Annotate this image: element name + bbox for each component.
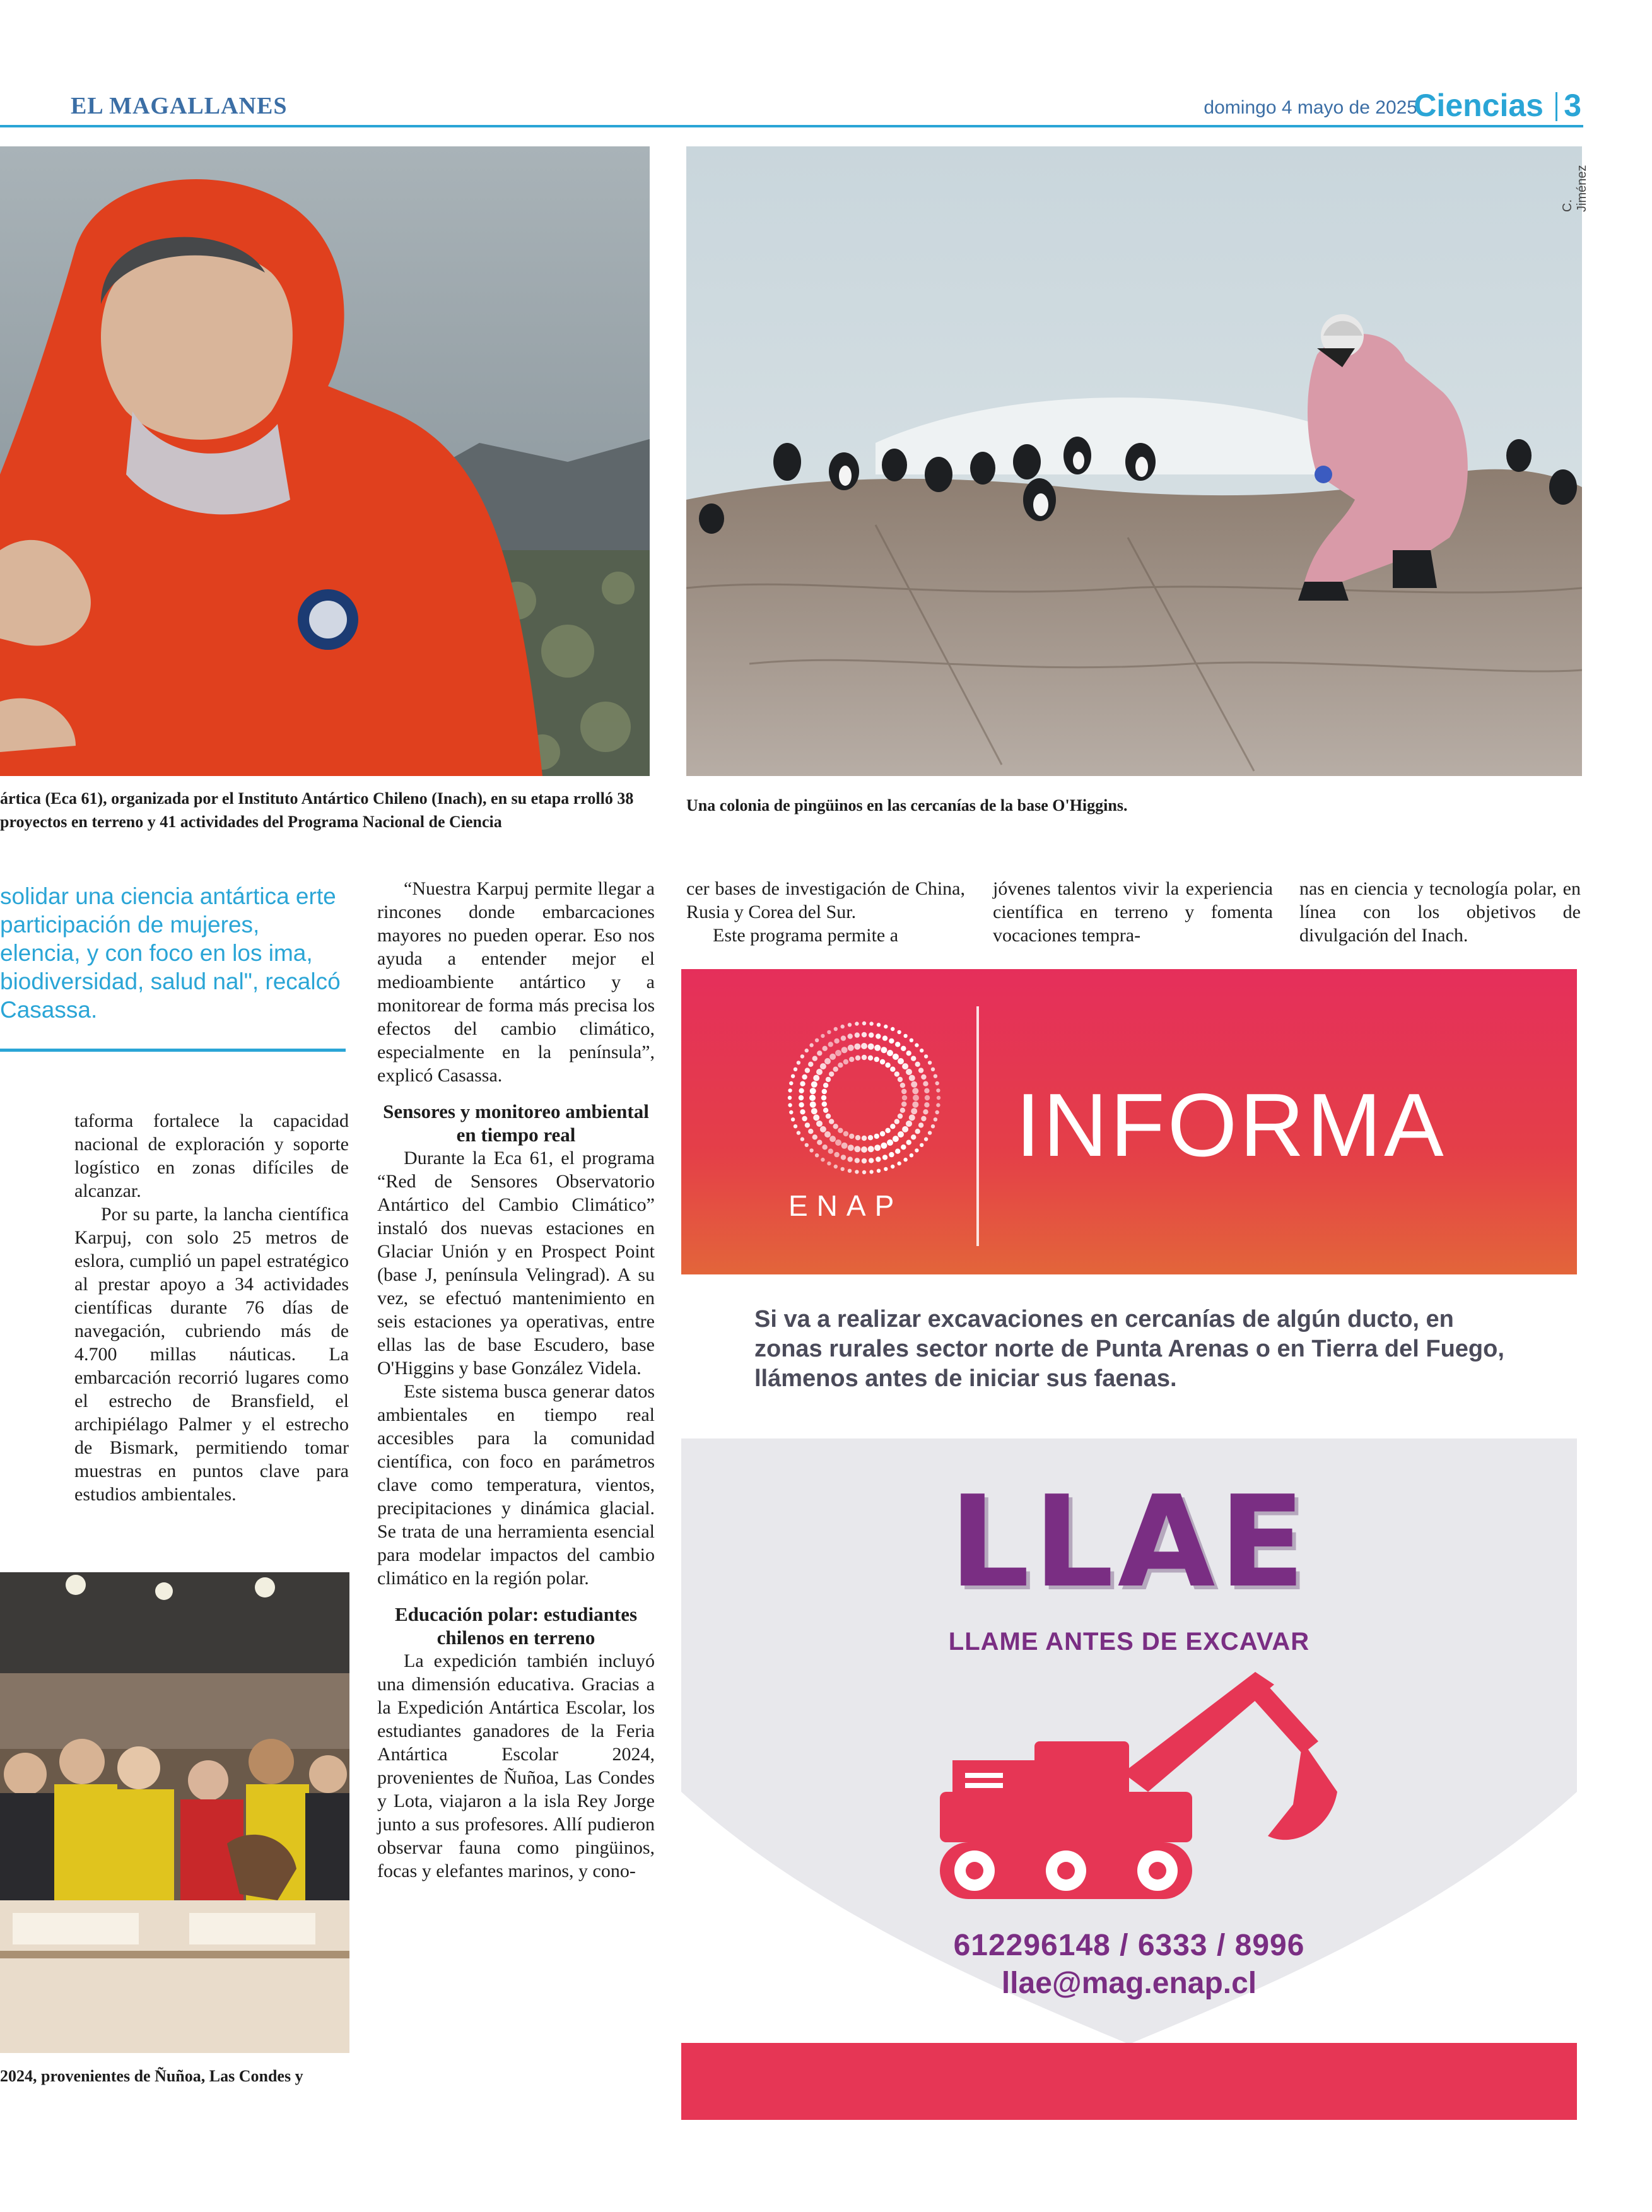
enap-logo-dot [822,1089,827,1094]
enap-logo-dot [799,1088,804,1093]
enap-logo-dot [894,1119,899,1124]
enap-logo-dot [898,1058,904,1064]
enap-logo-dot [824,1058,831,1064]
photo-penguin-colony [686,146,1582,776]
enap-logo-dot [791,1117,795,1121]
enap-logo-dot [868,1135,873,1140]
enap-logo-dot [855,1032,860,1037]
enap-logo-dot [811,1108,817,1114]
enap-logo-dot [826,1114,831,1119]
enap-logo-dot [799,1095,804,1100]
enap-logo-dot [841,1047,848,1053]
paragraph: Durante la Eca 61, el programa “Red de Sensores Observatorio Antártico del Cambio Climático” instaló dos nuevas estaciones en Glaciar Unión y en Prospect Point (base J, península Velingrad). A su vez, se efectuó mantenimiento en seis estaciones ya operativas, entre ellas las de base Escudero, base O'Higgins y base González Videla. [377,1148,655,1379]
enap-logo-dot [848,1033,853,1038]
enap-logo-dot [868,1146,874,1152]
enap-logo-dot [809,1148,813,1152]
enap-logo-dot [800,1054,804,1058]
enap-logo-dot [817,1140,822,1145]
enap-logo-dot [791,1074,795,1078]
enap-logo-dot [889,1038,894,1044]
enap-logo-dot [887,1139,893,1146]
enap-logo-dot [808,1062,813,1067]
enap-logo-dot [894,1071,899,1076]
enap-logo-dot [910,1038,913,1042]
photo-researcher-red-jacket [0,146,659,776]
enap-logo-dot [834,1027,838,1031]
enap-logo-dot [874,1045,881,1051]
enap-logo-dot [788,1088,792,1092]
llae-phone-numbers: 612296148 / 6333 / 8996 [953,1929,1305,1962]
enap-logo-dot [828,1042,833,1047]
enap-logo-dot [928,1131,932,1134]
enap-logo-dot [909,1075,915,1081]
enap-logo-dot [928,1061,932,1064]
enap-logo-dot [869,1021,873,1025]
enap-logo-dot [921,1074,926,1080]
enap-logo-dot [909,1114,915,1121]
enap-logo-dot [890,1124,895,1129]
section-name: Ciencias [1414,88,1544,123]
enap-logo-dot [821,1158,824,1162]
enap-logo-dot [829,1054,836,1060]
enap-logo-dot [797,1131,800,1134]
enap-logo-dot [876,1033,881,1038]
enap-logo-dot [915,1062,920,1067]
enap-logo-dot [813,1075,819,1081]
enap-logo-dot [911,1081,917,1088]
enap-logo-dot [874,1134,879,1139]
enap-logo-dot [936,1103,940,1107]
pull-quote-rule [0,1049,346,1052]
enap-logo-dot [877,1169,881,1173]
enap-logo-dot [893,1136,899,1142]
enap-logo-dot [890,1067,895,1072]
enap-logo-dot [891,1165,894,1168]
ad-divider [976,1006,979,1246]
enap-logo-dot [915,1148,918,1152]
ad-bottom-band [681,2043,1577,2120]
enap-logo-dot [849,1057,854,1062]
enap-logo-dot [827,1030,831,1034]
enap-logo-dot [906,1140,911,1145]
llae-tagline: LLAME ANTES DE EXCAVAR [948,1628,1310,1656]
article-column-c [686,877,965,947]
enap-logo-dot [882,1155,888,1160]
enap-logo-dot [812,1056,817,1061]
enap-logo-dot [897,1162,901,1165]
ad-brand: ENAP [788,1189,903,1222]
enap-logo-dot [843,1059,848,1064]
enap-logo-dot [833,1067,838,1072]
enap-logo-dot [862,1055,867,1060]
enap-logo-dot [887,1050,893,1056]
paragraph: taforma fortalece la capacidad nacional de exploración y soporte logístico en zonas difíciles de alcanzar. [74,1110,349,1201]
enap-logo-dot [902,1063,908,1069]
enap-logo-dot [862,1158,867,1163]
enap-logo-dot [809,1043,813,1047]
enap-logo-dot [884,1025,888,1028]
enap-logo-dot [799,1102,804,1107]
enap-logo-dot [805,1049,809,1052]
enap-logo-dot [936,1088,940,1092]
enap-logo-dot [800,1137,804,1141]
enap-logo-dot [902,1095,907,1100]
enap-logo-dot [809,1095,816,1101]
paragraph: nas en ciencia y tecnología polar, en línea con los objetivos de divulgación del Inach. [1299,878,1581,946]
enap-logo-dot [869,1032,874,1037]
enap-logo-dot [862,1136,867,1141]
enap-logo-dot [823,1083,828,1088]
pull-quote: solidar una ciencia antártica erte participación de mujeres, elencia, y con foco en los ima, biodiversidad, salud nal", recalcó Casassa. [0,883,341,1023]
enap-logo-dot [854,1146,860,1152]
enap-logo-dot [918,1122,923,1127]
enap-logo-dot [910,1153,913,1157]
enap-logo-dot [906,1050,911,1056]
enap-logo-dot [921,1116,926,1121]
enap-logo-dot [794,1068,797,1071]
paragraph: La expedición también incluyó una dimensión educativa. Gracias a la Expedición Antártica Escolar, los estudiantes ganadores de la Feria Antártica Escolar 2024, provenientes de Ñuñoa, Las Condes y Lota, viajaron a la isla Rey Jorge junto a sus profesores. Allí pudieron observar fauna como pingüinos, focas y elefantes marinos, y cono- [377,1650,655,1881]
enap-logo-dot [900,1083,905,1088]
ad-headline: INFORMA [1016,1075,1446,1175]
enap-logo-dot [901,1046,906,1051]
enap-logo-dot [911,1108,917,1114]
enap-logo-dot [820,1126,826,1132]
enap-logo-dot [912,1088,918,1094]
paragraph: jóvenes talentos vivir la experiencia científica en terreno y fomenta vocaciones tempra- [993,878,1273,946]
enap-logo-dot [897,1030,901,1034]
paragraph: Este sistema busca generar datos ambientales en tiempo real accesibles para la comunidad científica, con foco en parámetros clave como temperatura, vientos, precipitaciones y dinámica glacial. Se trata de una herramienta esencial para modelar impactos del cambio climático en la región polar. [377,1381,655,1589]
enap-logo-dot [924,1088,929,1093]
enap-logo-dot [812,1134,817,1139]
enap-logo-dot [906,1121,912,1127]
enap-logo-dot [931,1068,935,1071]
enap-logo-dot [893,1054,899,1060]
enap-logo-dot [915,1129,920,1134]
enap-logo-dot [903,1034,907,1038]
paragraph: Por su parte, la lancha científica Karpuj, con solo 25 metros de eslora, cumplió un papel estratégico al prestar apoyo a 34 actividades científicas durante 76 días de navegación, cubriendo más de 4.700 millas náuticas. La embarcación recorrió lugares como el estrecho de Bransfield, el archipiélago Palmer y el estrecho de Bismark, permitiendo tomar muestras en puntos clave para estudios ambientales. [74,1204,349,1505]
enap-logo-dot [918,1068,923,1073]
enap-logo-dot [848,1045,854,1051]
header-rule [0,125,1583,127]
enap-logo-dot [820,1063,826,1069]
enap-logo-dot [895,1149,900,1154]
enap-logo-dot [920,1143,923,1147]
enap-logo-dot [935,1081,939,1085]
enap-logo-dot [901,1144,906,1150]
enap-logo-dot [834,1165,838,1168]
enap-logo-dot [881,1047,887,1053]
article-column-d [993,877,1273,947]
enap-logo-dot [841,1167,845,1171]
enap-logo-dot [828,1149,833,1154]
caption-bottom-left: 2024, provenientes de Ñuñoa, Las Condes y [0,2067,303,2085]
enap-logo-dot [880,1131,885,1136]
enap-logo-dot [849,1134,854,1139]
enap-logo-dot [889,1152,894,1157]
enap-logo-dot [920,1049,923,1052]
enap-logo-dot [924,1137,928,1141]
enap-logo-dot [788,1096,792,1100]
enap-logo-dot [862,1170,866,1174]
enap-logo-dot [835,1050,841,1056]
enap-logo-dot [811,1081,817,1088]
enap-logo-dot [823,1108,828,1113]
enap-logo-dot [805,1122,810,1127]
enap-logo-dot [816,1069,823,1075]
enap-logo-dot [826,1077,831,1082]
enap-logo-dot [885,1128,890,1133]
enap-logo-dot [882,1035,888,1040]
enap-logo-dot [868,1056,873,1061]
enap-logo-dot [834,1152,839,1157]
enap-logo-dot [841,1035,846,1040]
enap-logo-dot [876,1156,881,1162]
enap-logo-dot [900,1108,905,1113]
enap-logo-dot [913,1095,919,1101]
enap-logo-dot [805,1068,810,1073]
enap-logo-dot [824,1131,831,1138]
enap-logo-dot [861,1043,867,1049]
caption-top-left: ártica (Eca 61), organizada por el Instituto Antártico Chileno (Inach), en su etapa rrolló 38 proyectos en terreno y 41 actividades del Programa Nacional de Ciencia [0,789,634,831]
enap-logo-icon [782,1016,946,1180]
enap-logo-dot [902,1126,908,1132]
enap-logo-dot [923,1081,928,1086]
enap-logo-dot [797,1061,800,1064]
enap-logo-dot [800,1109,805,1114]
enap-logo-dot [841,1143,848,1149]
enap-logo-dot [827,1162,831,1165]
enap-logo-dot [848,1156,853,1162]
enap-logo-dot [802,1116,807,1121]
enap-logo-dot [855,1170,858,1174]
enap-logo-dot [813,1114,819,1121]
enap-logo-dot [815,1038,819,1042]
enap-logo-dot [935,1110,939,1114]
enap-logo-dot [895,1042,900,1047]
issue-date: domingo 4 mayo de 2025 [1204,97,1417,118]
enap-logo-dot [901,1102,906,1107]
enap-logo-dot [838,1062,843,1068]
enap-logo-dot [855,1056,860,1061]
enap-logo-dot [862,1021,866,1025]
page-number: 3 [1564,88,1581,123]
enap-logo-dot [855,1135,860,1140]
enap-logo-dot [789,1110,793,1114]
enap-logo-dot [794,1124,797,1128]
enap-logo-dot [805,1143,809,1147]
enap-logo-dot [898,1077,903,1082]
enap-logo-dot [815,1153,819,1157]
enap-logo-dot [874,1057,879,1062]
enap-logo-dot [823,1046,828,1051]
subheading-educacion: Educación polar: estudiantes chilenos en terreno [394,1603,638,1649]
enap-logo-dot [822,1102,827,1107]
llae-logo: LLAE [949,1469,1309,1616]
enap-logo-dot [829,1071,834,1076]
enap-logo-dot [817,1050,822,1056]
masthead: EL MAGALLANES [71,93,288,119]
enap-logo-dot [848,1144,854,1151]
enap-logo-dot [898,1131,904,1138]
enap-logo-dot [891,1027,894,1031]
enap-logo-dot [802,1074,807,1080]
enap-logo-dot [911,1056,916,1061]
enap-logo-dot [848,1023,852,1027]
enap-logo-dot [800,1081,805,1086]
enap-logo-dot [923,1109,928,1114]
enap-logo-dot [855,1021,858,1025]
enap-logo-dot [924,1102,929,1107]
enap-logo-dot [816,1121,823,1127]
enap-logo-dot [868,1044,874,1050]
enap-logo-dot [877,1023,881,1027]
enap-logo-dot [838,1128,843,1133]
enap-logo-dot [924,1054,928,1058]
enap-logo-dot [880,1059,885,1064]
enap-logo-dot [833,1124,838,1129]
enap-logo-dot [835,1139,841,1146]
enap-logo-dot [934,1117,937,1121]
header-separator [1555,92,1557,121]
enap-logo-dot [821,1034,824,1038]
enap-logo-dot [931,1124,935,1128]
enap-logo-dot [869,1158,874,1163]
llae-email: llae@mag.enap.cl [1001,1967,1257,2000]
enap-logo-dot [823,1144,828,1150]
subheading-sensores: Sensores y monitoreo ambiental en tiempo real [383,1100,649,1146]
article-column-a [74,1109,349,1506]
enap-logo-dot [934,1074,937,1078]
enap-logo-dot [854,1044,860,1050]
enap-logo-dot [808,1129,813,1134]
enap-logo-dot [810,1102,816,1108]
paragraph: cer bases de investigación de China, Rusia y Corea del Sur. [686,878,965,922]
enap-logo-dot [843,1131,848,1136]
enap-logo-dot [874,1144,881,1151]
paragraph: Este programa permite a [713,925,899,946]
enap-logo-dot [903,1158,907,1162]
enap-logo-dot [906,1069,912,1075]
enap-logo-dot [898,1114,903,1119]
article-column-e [1299,877,1581,947]
enap-logo-dot [862,1032,867,1037]
enap-logo-dot [885,1062,890,1068]
excavator-icon [940,1666,1337,1905]
enap-logo-dot [789,1081,793,1085]
enap-logo-dot [841,1155,846,1160]
enap-logo-dot [788,1103,792,1107]
enap-logo-dot [810,1088,816,1094]
enap-logo-dot [821,1095,826,1100]
article-column-b [377,877,655,1883]
enap-logo-dot [829,1119,834,1124]
photo-credit: C. Jiménez [1561,165,1589,212]
caption-top-right: Una colonia de pingüinos en las cercanías de la base O'Higgins. [686,796,1128,815]
enap-logo-dot [855,1158,860,1163]
enap-logo-dot [925,1095,930,1100]
enap-logo-dot [912,1102,918,1108]
enap-logo-dot [884,1167,888,1171]
paragraph: “Nuestra Karpuj permite llegar a rincones donde embarcaciones mayores no pueden operar. Eso nos ayuda a entender mejor el medioambiente antártico y a monitorear de forma más precisa los efectos del cambio climático, especialmente en la península”, explicó Casassa. [377,878,655,1086]
enap-logo-dot [848,1169,852,1173]
enap-logo-dot [915,1043,918,1047]
enap-logo-dot [841,1025,845,1028]
enap-logo-dot [911,1134,916,1139]
enap-logo-dot [861,1146,867,1153]
enap-logo-dot [881,1143,887,1149]
photo-students-museum [0,1572,349,2053]
enap-logo-dot [869,1170,873,1174]
enap-logo-dot [829,1136,836,1142]
ad-notice: Si va a realizar excavaciones en cercanías de algún ducto, en zonas rurales sector norte de Punta Arenas o en Tierra del Fuego, llámenos antes de iniciar sus faenas. [754,1306,1504,1392]
enap-logo-dot [834,1038,839,1044]
enap-logo-dot [937,1096,940,1100]
enap-logo-dot [901,1089,906,1094]
